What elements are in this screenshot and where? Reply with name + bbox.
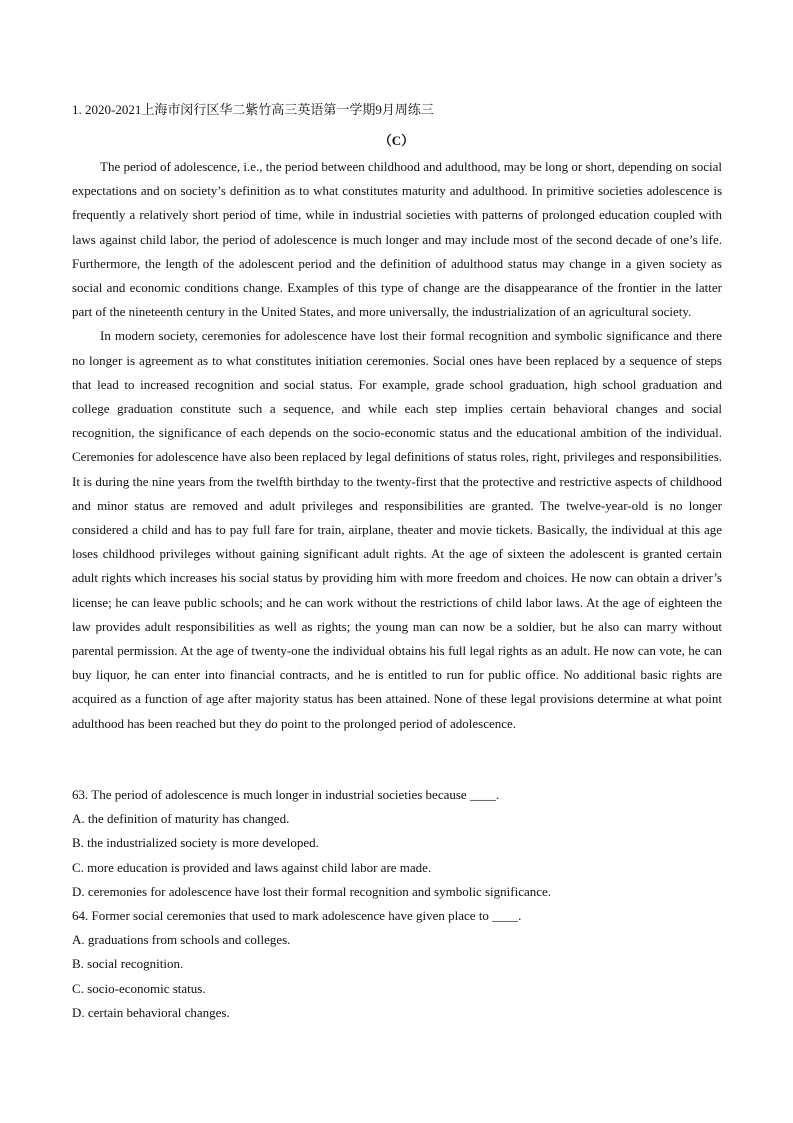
answer-option-b: B. social recognition. [72, 956, 184, 972]
passage-paragraph: The period of adolescence, i.e., the period between childhood and adulthood, may be long or short, depending on social expectations and on society’s definition as to what constitutes maturity and adulthood. In primitive societies adolescence is frequently a relatively short period of time, while in industrial societies with patterns of prolonged education coupled with laws against child labor, the period of adolescence is much longer and may include most of the second decade of one’s life. Furthermore, the length of the adolescent period and the definition of adulthood status may change in a given society as social and economic conditions change. Examples of this type of change are the disappearance of the frontier in the latter part of the nineteenth century in the United States, and more universally, the industrialization of an agricultural society. [72, 159, 722, 320]
answer-option-b: B. the industrialized society is more developed. [72, 835, 319, 851]
question-stem: 63. The period of adolescence is much longer in industrial societies because ____. [72, 787, 500, 802]
question-list [72, 783, 722, 1025]
section-label: （C） [378, 133, 415, 148]
exam-title: 1. 2020-2021上海市闵行区华二紫竹高三英语第一学期9月周练三 [72, 102, 434, 117]
question-stem: 64. Former social ceremonies that used to mark adolescence have given place to ____. [72, 908, 522, 924]
question-63 [72, 783, 722, 904]
question-64 [72, 904, 722, 1025]
answer-option-c: C. more education is provided and laws against child labor are made. [72, 859, 432, 875]
answer-option-d: D. ceremonies for adolescence have lost their formal recognition and symbolic significance. [72, 883, 552, 899]
answer-option-c: C. socio-economic status. [72, 980, 206, 996]
answer-option-a: A. the definition of maturity has changed. [72, 811, 290, 827]
answer-option-d: D. certain behavioral changes. [72, 1004, 230, 1020]
answer-option-a: A. graduations from schools and colleges. [72, 932, 291, 948]
passage-paragraph: In modern society, ceremonies for adolescence have lost their formal recognition and symbolic significance and there no longer is agreement as to what constitutes initiation ceremonies. Social ones have been replaced by a sequence of steps that lead to increased recognition and social status. For example, grade school graduation, high school graduation and college graduation constitute such a sequence, and while each step implies certain behavioral changes and social recognition, the significance of each depends on the socio-economic status and the educational ambition of the individual. Ceremonies for adolescence have also been replaced by legal definitions of status roles, right, privileges and responsibilities. It is during the nine years from the twelfth birthday to the twenty-first that the protective and restrictive aspects of childhood and minor status are removed and adult privileges and responsibilities are granted. The twelve-year-old is no longer considered a child and has to pay full fare for train, airplane, theater and movie tickets. Basically, the individual at this age loses childhood privileges without gaining significant adult rights. At the age of sixteen the adolescent is granted certain adult rights which increases his social status by providing him with more freedom and choices. He now can obtain a driver’s license; he can leave public schools; and he can work without the restrictions of child labor laws. At the age of eighteen the law provides adult responsibilities as well as rights; the young man can now be a soldier, but he also can marry without parental permission. At the age of twenty-one the individual obtains his full legal rights as an adult. He now can vote, he can buy liquor, he can enter into financial contracts, and he is entitled to run for public office. No additional basic rights are acquired as a function of age after majority status has been attained. None of these legal provisions determine at what point adulthood has been reached but they do point to the prolonged period of adolescence. [72, 328, 722, 731]
reading-passage [72, 155, 722, 736]
